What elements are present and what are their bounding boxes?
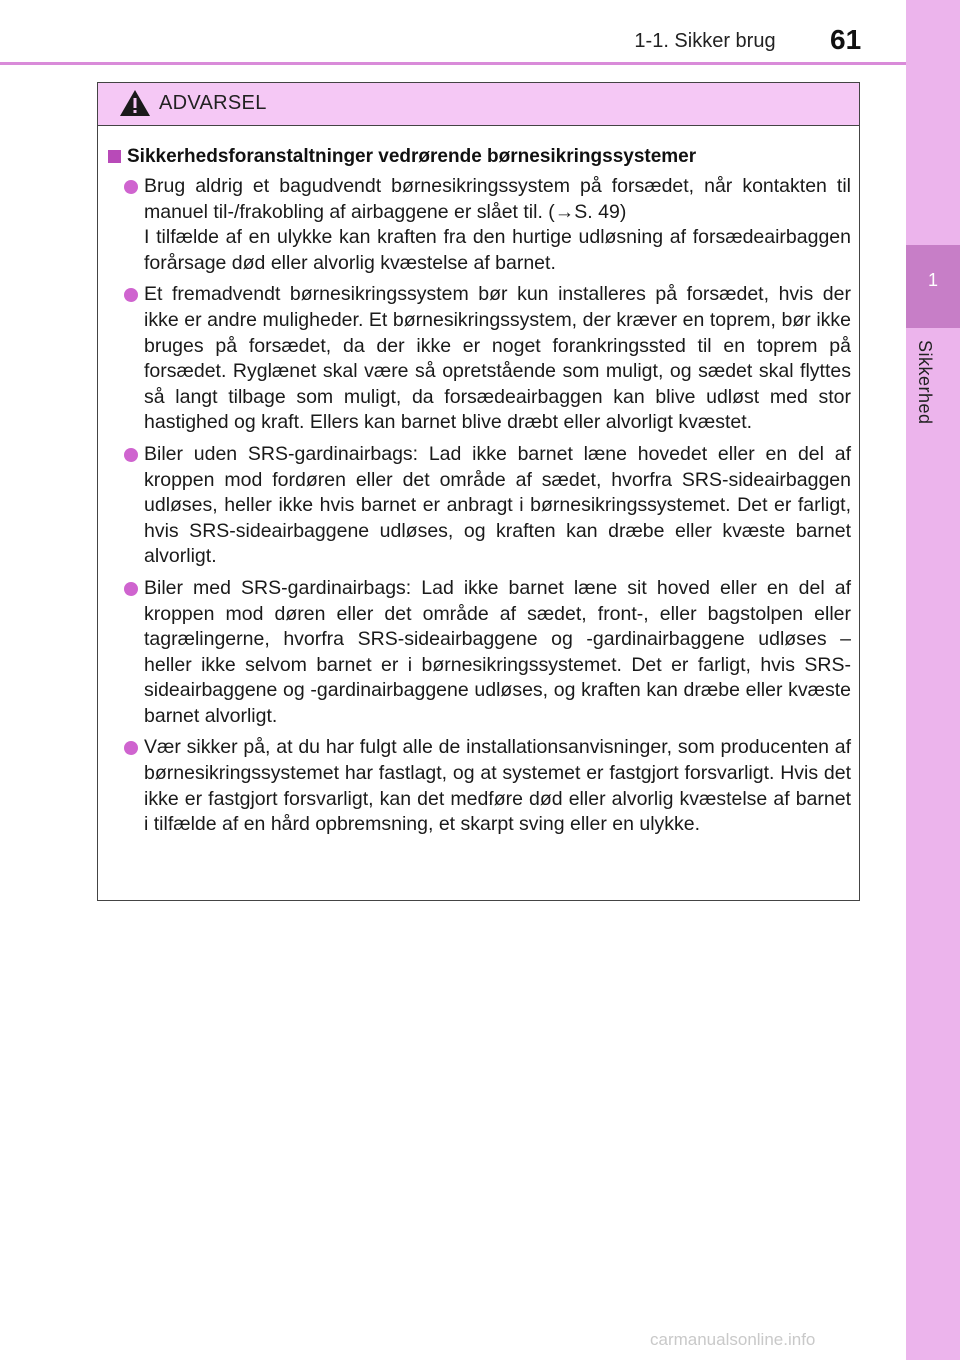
bullet-dot-icon: [124, 288, 138, 302]
list-item-text: Biler med SRS-gardinairbags: Lad ikke barnet læne sit hoved eller en del af kroppen mod døren eller det område af sædet, front-, eller bagstolpen eller tagrælingerne, hvorfra SRS-sideairbaggene og -gardinairbaggene udløses – heller ikke selvom barnet er i børnesikringssystemet. Det er farligt, hvis SRS-sideairbaggene og -gardinairbaggene udløses, og kraften kan dræbe eller kvæste barnet alvorligt.: [144, 576, 851, 727]
list-item-text: Brug aldrig et bagudvendt børnesikringssystem på forsædet, når kontakten til manuel til-/frakobling af airbaggene er slået til. (→S. 49): [144, 175, 851, 223]
warning-box: [97, 82, 860, 901]
list-item: [106, 735, 851, 837]
warning-triangle-icon: [118, 88, 152, 123]
bullet-dot-icon: [124, 180, 138, 194]
list-item: [106, 442, 851, 570]
square-bullet-icon: [108, 150, 121, 163]
bullet-dot-icon: [124, 741, 138, 755]
page-number: 61: [830, 24, 862, 55]
warning-section-title-text: Sikkerhedsforanstaltninger vedrørende børnesikringssystemer: [127, 146, 697, 167]
warning-section-title: [106, 144, 851, 170]
list-item-text: I tilfælde af en ulykke kan kraften fra den hurtige udløsning af forsædeairbaggen forårsage død eller alvorlig kvæstelse af barnet.: [144, 226, 851, 274]
list-item: [106, 282, 851, 436]
warning-label: ADVARSEL: [159, 92, 267, 114]
section-title-header: 1-1. Sikker brug: [634, 30, 776, 52]
list-item-text: Et fremadvendt børnesikringssystem bør kun installeres på forsædet, hvis der ikke er andre muligheder. Et børnesikringssystem, der kræver en toprem, bør ikke bruges på forsædet, da der ikke er noget forankringssted til en toprem på forsædet. Ryglænet skal være så opretstående som muligt, og sædet skal flyttes så langt tilbage som muligt, da forsædeairbaggen kan blive udløst med stor hastighed og kraft. Ellers kan barnet blive dræbt eller alvorligt kvæstet.: [144, 283, 851, 434]
watermark: carmanualsonline.info: [650, 1330, 816, 1349]
list-item-text: Biler uden SRS-gardinairbags: Lad ikke barnet læne hovedet eller en del af kroppen mod fordøren eller det område af sædet, hvorfra SRS-sideairbaggen udløses, heller ikke hvis barnet er anbragt i børnesikringssystemet. Det er farligt, hvis SRS-sideairbaggene udløses, og kraften kan dræbe eller kvæste barnet alvorligt.: [144, 442, 851, 568]
chapter-side-tab: [906, 0, 960, 1360]
warning-header: [98, 83, 859, 126]
bullet-dot-icon: [124, 582, 138, 596]
bullet-dot-icon: [124, 448, 138, 462]
warning-body: [98, 126, 859, 838]
header-divider: [0, 62, 906, 65]
chapter-number: 1: [927, 270, 938, 290]
list-item: [106, 576, 851, 730]
list-item: [106, 174, 851, 276]
chapter-label: Sikkerhed: [915, 340, 935, 425]
list-item-text: Vær sikker på, at du har fulgt alle de installationsanvisninger, som producenten af børnesikringssystemet har fastlagt, og at systemet er fastgjort forsvarligt. Hvis det ikke er fastgjort forsvarligt, kan det medføre død eller alvorlig kvæstelse af barnet i tilfælde af en hård opbremsning, et skarpt sving eller en ulykke.: [144, 736, 851, 836]
